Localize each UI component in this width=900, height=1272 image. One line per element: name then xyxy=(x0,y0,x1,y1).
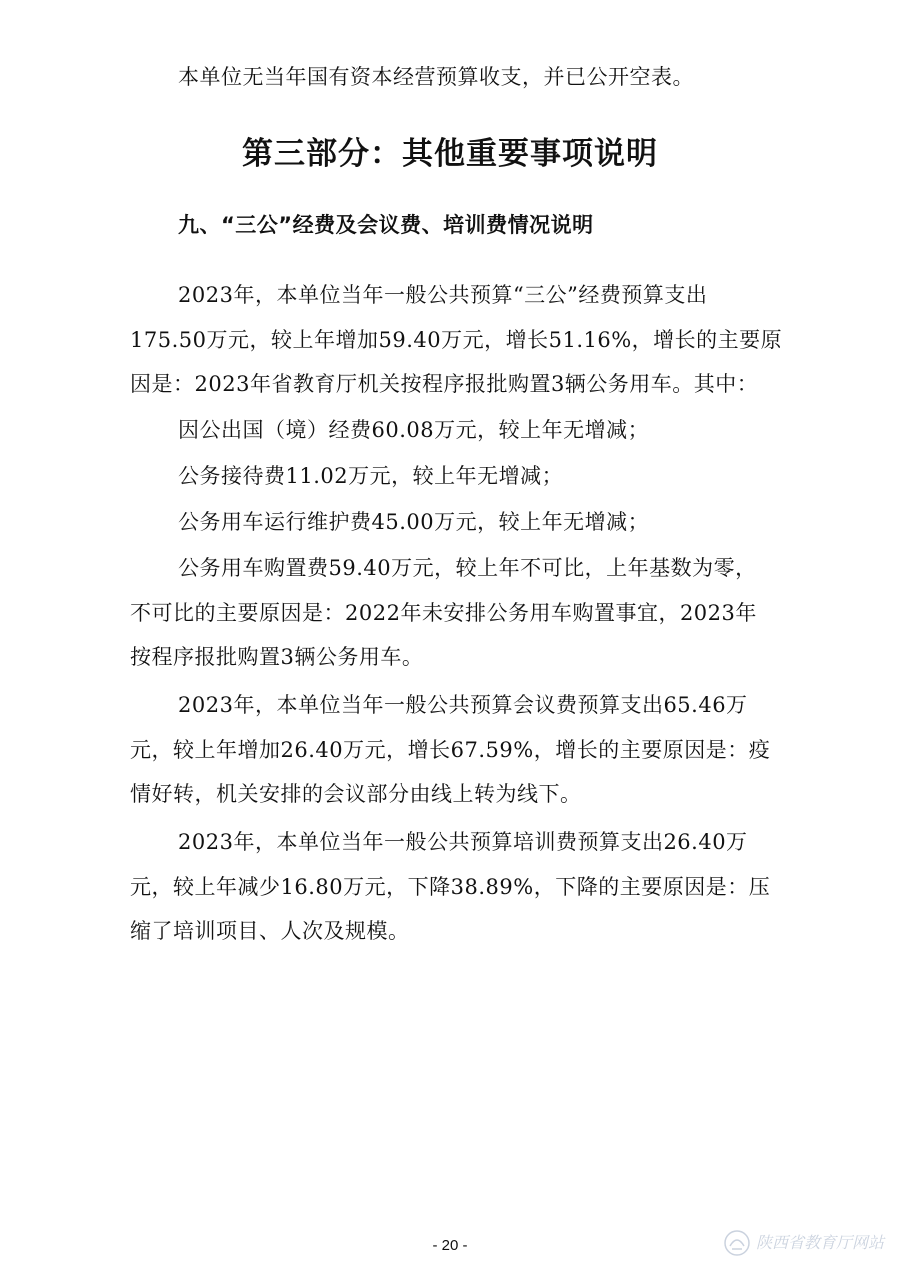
paragraph-reception: 公务接待费11.02万元，较上年无增减； xyxy=(178,464,564,488)
paragraph-line: 公务用车购置费59.40万元，较上年不可比，上年基数为零， xyxy=(178,556,757,580)
paragraph-line: 不可比的主要原因是：2022年未安排公务用车购置事宜，2023年 xyxy=(130,601,757,625)
paragraph-line: 按程序报批购置3辆公务用车。 xyxy=(130,645,424,669)
paragraph-abroad: 因公出国（境）经费60.08万元，较上年无增减； xyxy=(178,418,650,442)
watermark xyxy=(722,1226,892,1260)
watermark-text: 陕西省教育厅网站 xyxy=(756,1233,885,1252)
page-number: - 20 - xyxy=(432,1237,468,1254)
website-logo-icon xyxy=(722,1228,752,1258)
paragraph-line: 2023年，本单位当年一般公共预算培训费预算支出26.40万 xyxy=(178,830,748,854)
intro-line: 本单位无当年国有资本经营预算收支，并已公开空表。 xyxy=(178,65,694,89)
paragraph-line: 2023年，本单位当年一般公共预算会议费预算支出65.46万 xyxy=(178,693,748,717)
paragraph-line: 元，较上年增加26.40万元，增长67.59%，增长的主要原因是：疫 xyxy=(130,738,771,762)
paragraph-vehicle-operation: 公务用车运行维护费45.00万元，较上年无增减； xyxy=(178,510,650,534)
paragraph-line: 175.50万元，较上年增加59.40万元，增长51.16%，增长的主要原 xyxy=(130,328,783,352)
paragraph-line: 情好转，机关安排的会议部分由线上转为线下。 xyxy=(130,782,582,806)
paragraph-line: 缩了培训项目、人次及规模。 xyxy=(130,919,410,943)
paragraph-line: 因是：2023年省教育厅机关按程序报批购置3辆公务用车。其中： xyxy=(130,372,759,396)
part-title: 第三部分：其他重要事项说明 xyxy=(242,136,658,172)
paragraph-line: 2023年，本单位当年一般公共预算“三公”经费预算支出 xyxy=(178,283,708,307)
section-heading: 九、“三公”经费及会议费、培训费情况说明 xyxy=(178,213,594,237)
paragraph-line: 元，较上年减少16.80万元，下降38.89%，下降的主要原因是：压 xyxy=(130,875,771,899)
